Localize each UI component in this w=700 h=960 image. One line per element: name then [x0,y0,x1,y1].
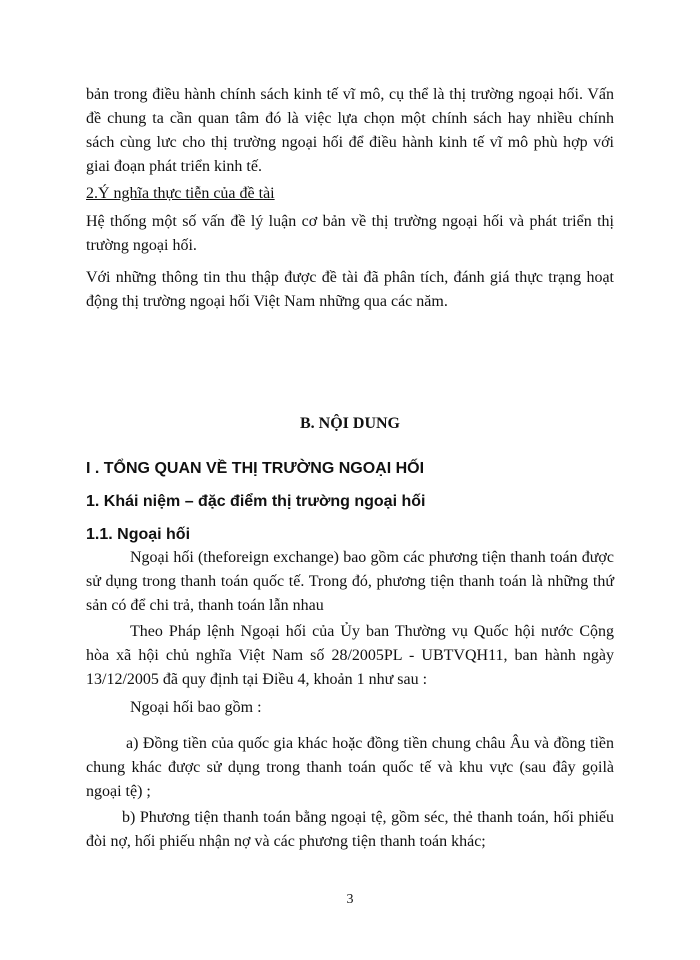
chapter-heading: I . TỔNG QUAN VỀ THỊ TRƯỜNG NGOẠI HỐI [86,460,425,477]
intro-paragraph-3: Với những thông tin thu thập được đề tài đã phân tích, đánh giá thực trạng hoạt động thị trường ngoại hối Việt Nam những qua các năm. [86,269,614,310]
item-a-paragraph: a) Đồng tiền của quốc gia khác hoặc đồng tiền chung châu Âu và đồng tiền chung khác được sử dụng trong thanh toán quốc tế và khu vực (sau đây gọilà ngoại tệ) ; [86,735,614,800]
ordinance-paragraph: Theo Pháp lệnh Ngoại hối của Ủy ban Thường vụ Quốc hội nước Cộng hòa xã hội chủ nghĩa Việt Nam số 28/2005PL - UBTVQH11, ban hành ngày 13/12/2005 đã quy định tại Điều 4, khoản 1 như sau : [86,623,614,688]
foreign-exchange-includes: Ngoại hối bao gồm : [130,699,262,716]
definition-paragraph: Ngoại hối (theforeign exchange) bao gồm các phương tiện thanh toán được sử dụng trong thanh toán quốc tế. Trong đó, phương tiện thanh toán là những thứ sản có để chi trả, thanh toán lẫn nhau [86,549,614,614]
section-heading: 1. Khái niệm – đặc điểm thị trường ngoại hối [86,493,426,510]
section-title-practical-significance: 2.Ý nghĩa thực tiễn của đề tài [86,185,275,202]
intro-paragraph-1: bản trong điều hành chính sách kinh tế vĩ mô, cụ thể là thị trường ngoại hối. Vấn đề chung ta cần quan tâm đó là việc lựa chọn một chính sách hay nhiều chính sách cùng lưc cho thị trường ngoại hối để điều hành kinh tế vĩ mô phù hợp với giai đoạn phát triển kinh tế. [86,86,614,175]
item-b-paragraph: b) Phương tiện thanh toán bằng ngoại tệ, gồm séc, thẻ thanh toán, hối phiếu đòi nợ, hối phiếu nhận nợ và các phương tiện thanh toán khác; [86,809,614,850]
subsection-heading: 1.1. Ngoại hối [86,526,191,543]
intro-paragraph-2: Hệ thống một số vấn đề lý luận cơ bản về thị trường ngoại hối và phát triển thị trường ngoại hối. [86,213,614,254]
part-title: B. NỘI DUNG [299,415,400,432]
page-number: 3 [346,892,354,907]
